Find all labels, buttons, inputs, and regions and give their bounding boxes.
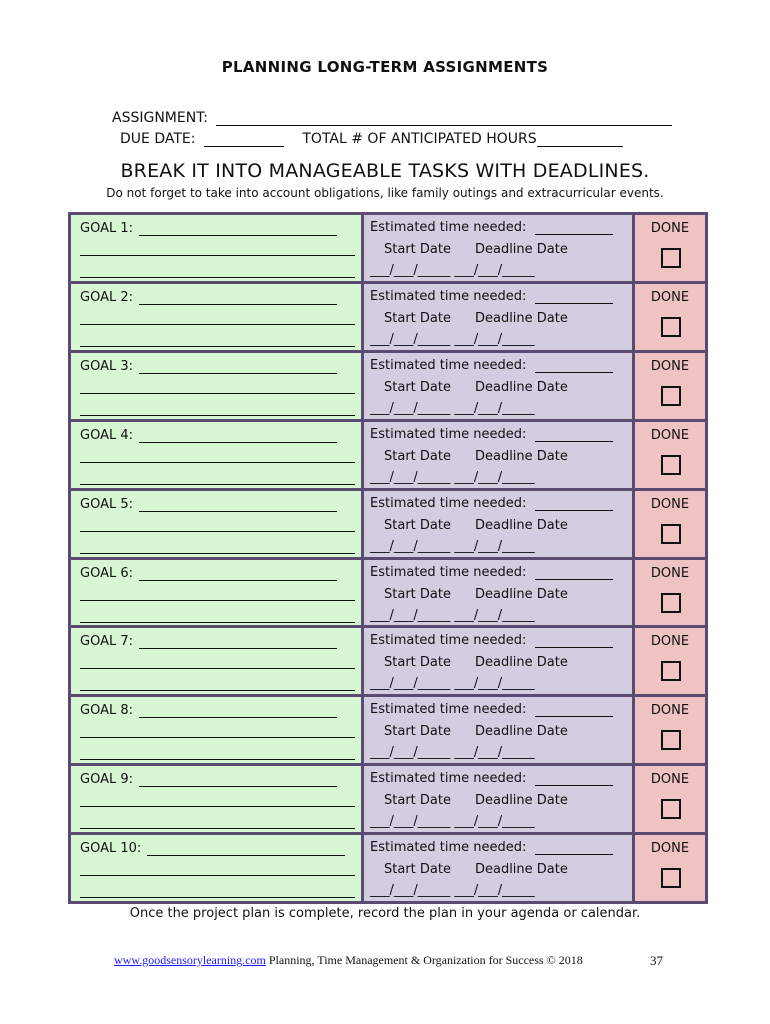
goal-row: [71, 353, 705, 419]
goal-field[interactable]: [139, 497, 337, 512]
goal-cell: [71, 215, 361, 281]
goal-label: [80, 497, 337, 512]
goal-field[interactable]: [139, 566, 337, 581]
total-hours-field[interactable]: [537, 132, 623, 147]
done-cell: [635, 215, 705, 281]
goal-field[interactable]: [139, 359, 337, 374]
done-cell: [635, 422, 705, 488]
goal-field[interactable]: [147, 841, 345, 856]
goal-line[interactable]: [80, 484, 355, 485]
goal-label: [80, 359, 337, 374]
goal-line[interactable]: [80, 897, 355, 898]
done-checkbox[interactable]: [661, 524, 681, 544]
goal-label: [80, 566, 337, 581]
estimated-time: [370, 427, 613, 442]
goal-number: GOAL 3:: [80, 358, 133, 374]
goal-label: [80, 841, 345, 856]
done-cell: [635, 697, 705, 763]
date-fields[interactable]: ___/___/_____ ___/___/_____: [370, 400, 535, 416]
goal-number: GOAL 8:: [80, 703, 133, 719]
date-labels: [384, 587, 568, 602]
goal-line[interactable]: [80, 600, 355, 601]
goal-line[interactable]: [80, 277, 355, 278]
deadline-date-label: Deadline Date: [474, 448, 568, 464]
assignment-label: ASSIGNMENT:: [112, 110, 208, 126]
due-date-label: DUE DATE:: [120, 131, 196, 147]
deadline-date-label: Deadline Date: [474, 862, 568, 878]
date-labels: [384, 724, 568, 739]
deadline-date-label: Deadline Date: [474, 655, 568, 671]
done-cell: [635, 491, 705, 557]
estimated-time-label: Estimated time needed:: [370, 702, 527, 718]
time-cell: [364, 560, 632, 626]
website-link[interactable]: www.goodsensorylearning.com: [114, 953, 266, 967]
goal-label: [80, 634, 337, 649]
instruction-text: Do not forget to take into account obligations, like family outings and extracurricular events.: [106, 186, 664, 200]
deadline-date-label: Deadline Date: [474, 310, 568, 326]
goal-row: [71, 697, 705, 763]
date-labels: [384, 518, 568, 533]
date-fields[interactable]: ___/___/_____ ___/___/_____: [370, 814, 535, 830]
done-checkbox[interactable]: [661, 593, 681, 613]
goals-table: [68, 212, 708, 904]
goal-label: [80, 221, 337, 236]
goal-line[interactable]: [80, 737, 355, 738]
time-cell: [364, 835, 632, 901]
done-cell: [635, 766, 705, 832]
estimated-time-field[interactable]: [535, 565, 613, 580]
deadline-date-label: Deadline Date: [474, 586, 568, 602]
goal-label: [80, 703, 337, 718]
done-label: DONE: [650, 496, 690, 512]
estimated-time: [370, 289, 613, 304]
goal-row: [71, 422, 705, 488]
done-label: DONE: [650, 221, 690, 236]
estimated-time: [370, 840, 613, 855]
goal-label: [80, 428, 337, 443]
estimated-time-field[interactable]: [535, 220, 613, 235]
goal-cell: [71, 491, 361, 557]
goal-number: GOAL 2:: [80, 289, 133, 305]
goal-row: [71, 766, 705, 832]
estimated-time-field[interactable]: [535, 427, 613, 442]
goal-label: [80, 772, 337, 787]
estimated-time-field[interactable]: [535, 496, 613, 511]
goal-number: GOAL 4:: [80, 427, 133, 443]
estimated-time-field[interactable]: [535, 771, 613, 786]
date-fields[interactable]: ___/___/_____ ___/___/_____: [370, 331, 535, 347]
goal-line[interactable]: [80, 462, 355, 463]
footer: [114, 953, 583, 968]
goal-number: GOAL 10:: [80, 841, 142, 857]
start-date-label: Start Date: [384, 517, 451, 533]
done-cell: [635, 835, 705, 901]
date-labels: [384, 862, 568, 877]
goal-cell: [71, 766, 361, 832]
total-hours-label: TOTAL # OF ANTICIPATED HOURS: [302, 131, 537, 147]
start-date-label: Start Date: [384, 586, 451, 602]
estimated-time-label: Estimated time needed:: [370, 840, 527, 856]
start-date-label: Start Date: [384, 724, 451, 740]
start-date-label: Start Date: [384, 310, 451, 326]
deadline-date-label: Deadline Date: [474, 242, 568, 257]
goal-line[interactable]: [80, 346, 355, 347]
start-date-label: Start Date: [384, 448, 451, 464]
estimated-time-label: Estimated time needed:: [370, 771, 527, 787]
done-checkbox[interactable]: [661, 317, 681, 337]
estimated-time-field[interactable]: [535, 840, 613, 855]
done-label: DONE: [650, 703, 690, 719]
done-cell: [635, 284, 705, 350]
goal-line[interactable]: [80, 255, 355, 256]
start-date-label: Start Date: [384, 242, 451, 257]
goal-field[interactable]: [139, 703, 337, 718]
deadline-date-label: Deadline Date: [474, 517, 568, 533]
done-checkbox[interactable]: [661, 868, 681, 888]
date-fields[interactable]: ___/___/_____ ___/___/_____: [370, 745, 535, 761]
time-cell: [364, 628, 632, 694]
estimated-time-field[interactable]: [535, 702, 613, 717]
goal-number: GOAL 1:: [80, 221, 133, 236]
date-fields[interactable]: ___/___/_____ ___/___/_____: [370, 469, 535, 485]
done-checkbox[interactable]: [661, 730, 681, 750]
done-label: DONE: [650, 565, 690, 581]
start-date-label: Start Date: [384, 862, 451, 878]
goal-line[interactable]: [80, 828, 355, 829]
date-fields[interactable]: ___/___/_____ ___/___/_____: [370, 676, 535, 692]
done-label: DONE: [650, 289, 690, 305]
goal-row: [71, 628, 705, 694]
time-cell: [364, 491, 632, 557]
time-cell: [364, 353, 632, 419]
estimated-time: [370, 358, 613, 373]
goal-line[interactable]: [80, 393, 355, 394]
time-cell: [364, 697, 632, 763]
goal-number: GOAL 5:: [80, 496, 133, 512]
deadline-date-label: Deadline Date: [474, 724, 568, 740]
estimated-time: [370, 771, 613, 786]
date-labels: [384, 242, 568, 257]
date-fields[interactable]: ___/___/_____ ___/___/_____: [370, 883, 535, 899]
start-date-label: Start Date: [384, 379, 451, 395]
assignment-row: [112, 110, 672, 126]
estimated-time: [370, 633, 613, 648]
done-checkbox[interactable]: [661, 455, 681, 475]
assignment-field[interactable]: [216, 111, 672, 126]
goal-row: [71, 835, 705, 901]
date-fields[interactable]: ___/___/_____ ___/___/_____: [370, 607, 535, 623]
done-label: DONE: [650, 841, 690, 857]
date-labels: [384, 380, 568, 395]
time-cell: [364, 766, 632, 832]
time-cell: [364, 215, 632, 281]
goal-label: [80, 290, 337, 305]
done-cell: [635, 353, 705, 419]
estimated-time: [370, 220, 613, 235]
page-number: 37: [650, 953, 663, 968]
estimated-time-label: Estimated time needed:: [370, 357, 527, 373]
date-labels: [384, 449, 568, 464]
done-checkbox[interactable]: [661, 661, 681, 681]
start-date-label: Start Date: [384, 655, 451, 671]
date-labels: [384, 655, 568, 670]
done-checkbox[interactable]: [661, 799, 681, 819]
estimated-time-label: Estimated time needed:: [370, 220, 527, 235]
start-date-label: Start Date: [384, 793, 451, 809]
date-labels: [384, 311, 568, 326]
time-cell: [364, 284, 632, 350]
goal-line[interactable]: [80, 415, 355, 416]
estimated-time-field[interactable]: [535, 358, 613, 373]
estimated-time-label: Estimated time needed:: [370, 426, 527, 442]
estimated-time-label: Estimated time needed:: [370, 564, 527, 580]
estimated-time-label: Estimated time needed:: [370, 288, 527, 304]
estimated-time-label: Estimated time needed:: [370, 495, 527, 511]
page-title: PLANNING LONG-TERM ASSIGNMENTS: [221, 58, 549, 76]
goal-cell: [71, 560, 361, 626]
goal-field[interactable]: [139, 290, 337, 305]
done-label: DONE: [650, 772, 690, 788]
date-fields[interactable]: ___/___/_____ ___/___/_____: [370, 263, 535, 278]
done-label: DONE: [650, 634, 690, 650]
footer-note: Once the project plan is complete, record the plan in your agenda or calendar.: [129, 906, 641, 921]
goal-cell: [71, 353, 361, 419]
goal-row: [71, 215, 705, 281]
goal-line[interactable]: [80, 806, 355, 807]
goal-cell: [71, 284, 361, 350]
goal-number: GOAL 7:: [80, 634, 133, 650]
goal-field[interactable]: [139, 428, 337, 443]
deadline-date-label: Deadline Date: [474, 379, 568, 395]
goal-line[interactable]: [80, 531, 355, 532]
headline: BREAK IT INTO MANAGEABLE TASKS WITH DEADLINES.: [120, 160, 650, 182]
estimated-time: [370, 565, 613, 580]
footer-text: Planning, Time Management & Organization for Success © 2018: [265, 953, 583, 967]
goal-line[interactable]: [80, 622, 355, 623]
done-cell: [635, 628, 705, 694]
estimated-time-field[interactable]: [535, 289, 613, 304]
estimated-time-field[interactable]: [535, 633, 613, 648]
goal-line[interactable]: [80, 759, 355, 760]
goal-cell: [71, 697, 361, 763]
goal-line[interactable]: [80, 553, 355, 554]
goal-row: [71, 560, 705, 626]
goal-line[interactable]: [80, 690, 355, 691]
done-label: DONE: [650, 358, 690, 374]
done-cell: [635, 560, 705, 626]
goal-line[interactable]: [80, 324, 355, 325]
date-labels: [384, 793, 568, 808]
estimated-time: [370, 702, 613, 717]
estimated-time-label: Estimated time needed:: [370, 633, 527, 649]
goal-row: [71, 491, 705, 557]
goal-line[interactable]: [80, 875, 355, 876]
goal-field[interactable]: [139, 634, 337, 649]
goal-number: GOAL 6:: [80, 565, 133, 581]
goal-row: [71, 284, 705, 350]
deadline-date-label: Deadline Date: [474, 793, 568, 809]
goal-cell: [71, 628, 361, 694]
goal-cell: [71, 835, 361, 901]
goal-line[interactable]: [80, 668, 355, 669]
goal-number: GOAL 9:: [80, 772, 133, 788]
due-date-row: [120, 131, 623, 147]
goal-field[interactable]: [139, 221, 337, 236]
goal-cell: [71, 422, 361, 488]
due-date-field[interactable]: [204, 132, 284, 147]
done-checkbox[interactable]: [661, 386, 681, 406]
done-label: DONE: [650, 427, 690, 443]
done-checkbox[interactable]: [661, 248, 681, 268]
time-cell: [364, 422, 632, 488]
estimated-time: [370, 496, 613, 511]
date-fields[interactable]: ___/___/_____ ___/___/_____: [370, 538, 535, 554]
goal-field[interactable]: [139, 772, 337, 787]
